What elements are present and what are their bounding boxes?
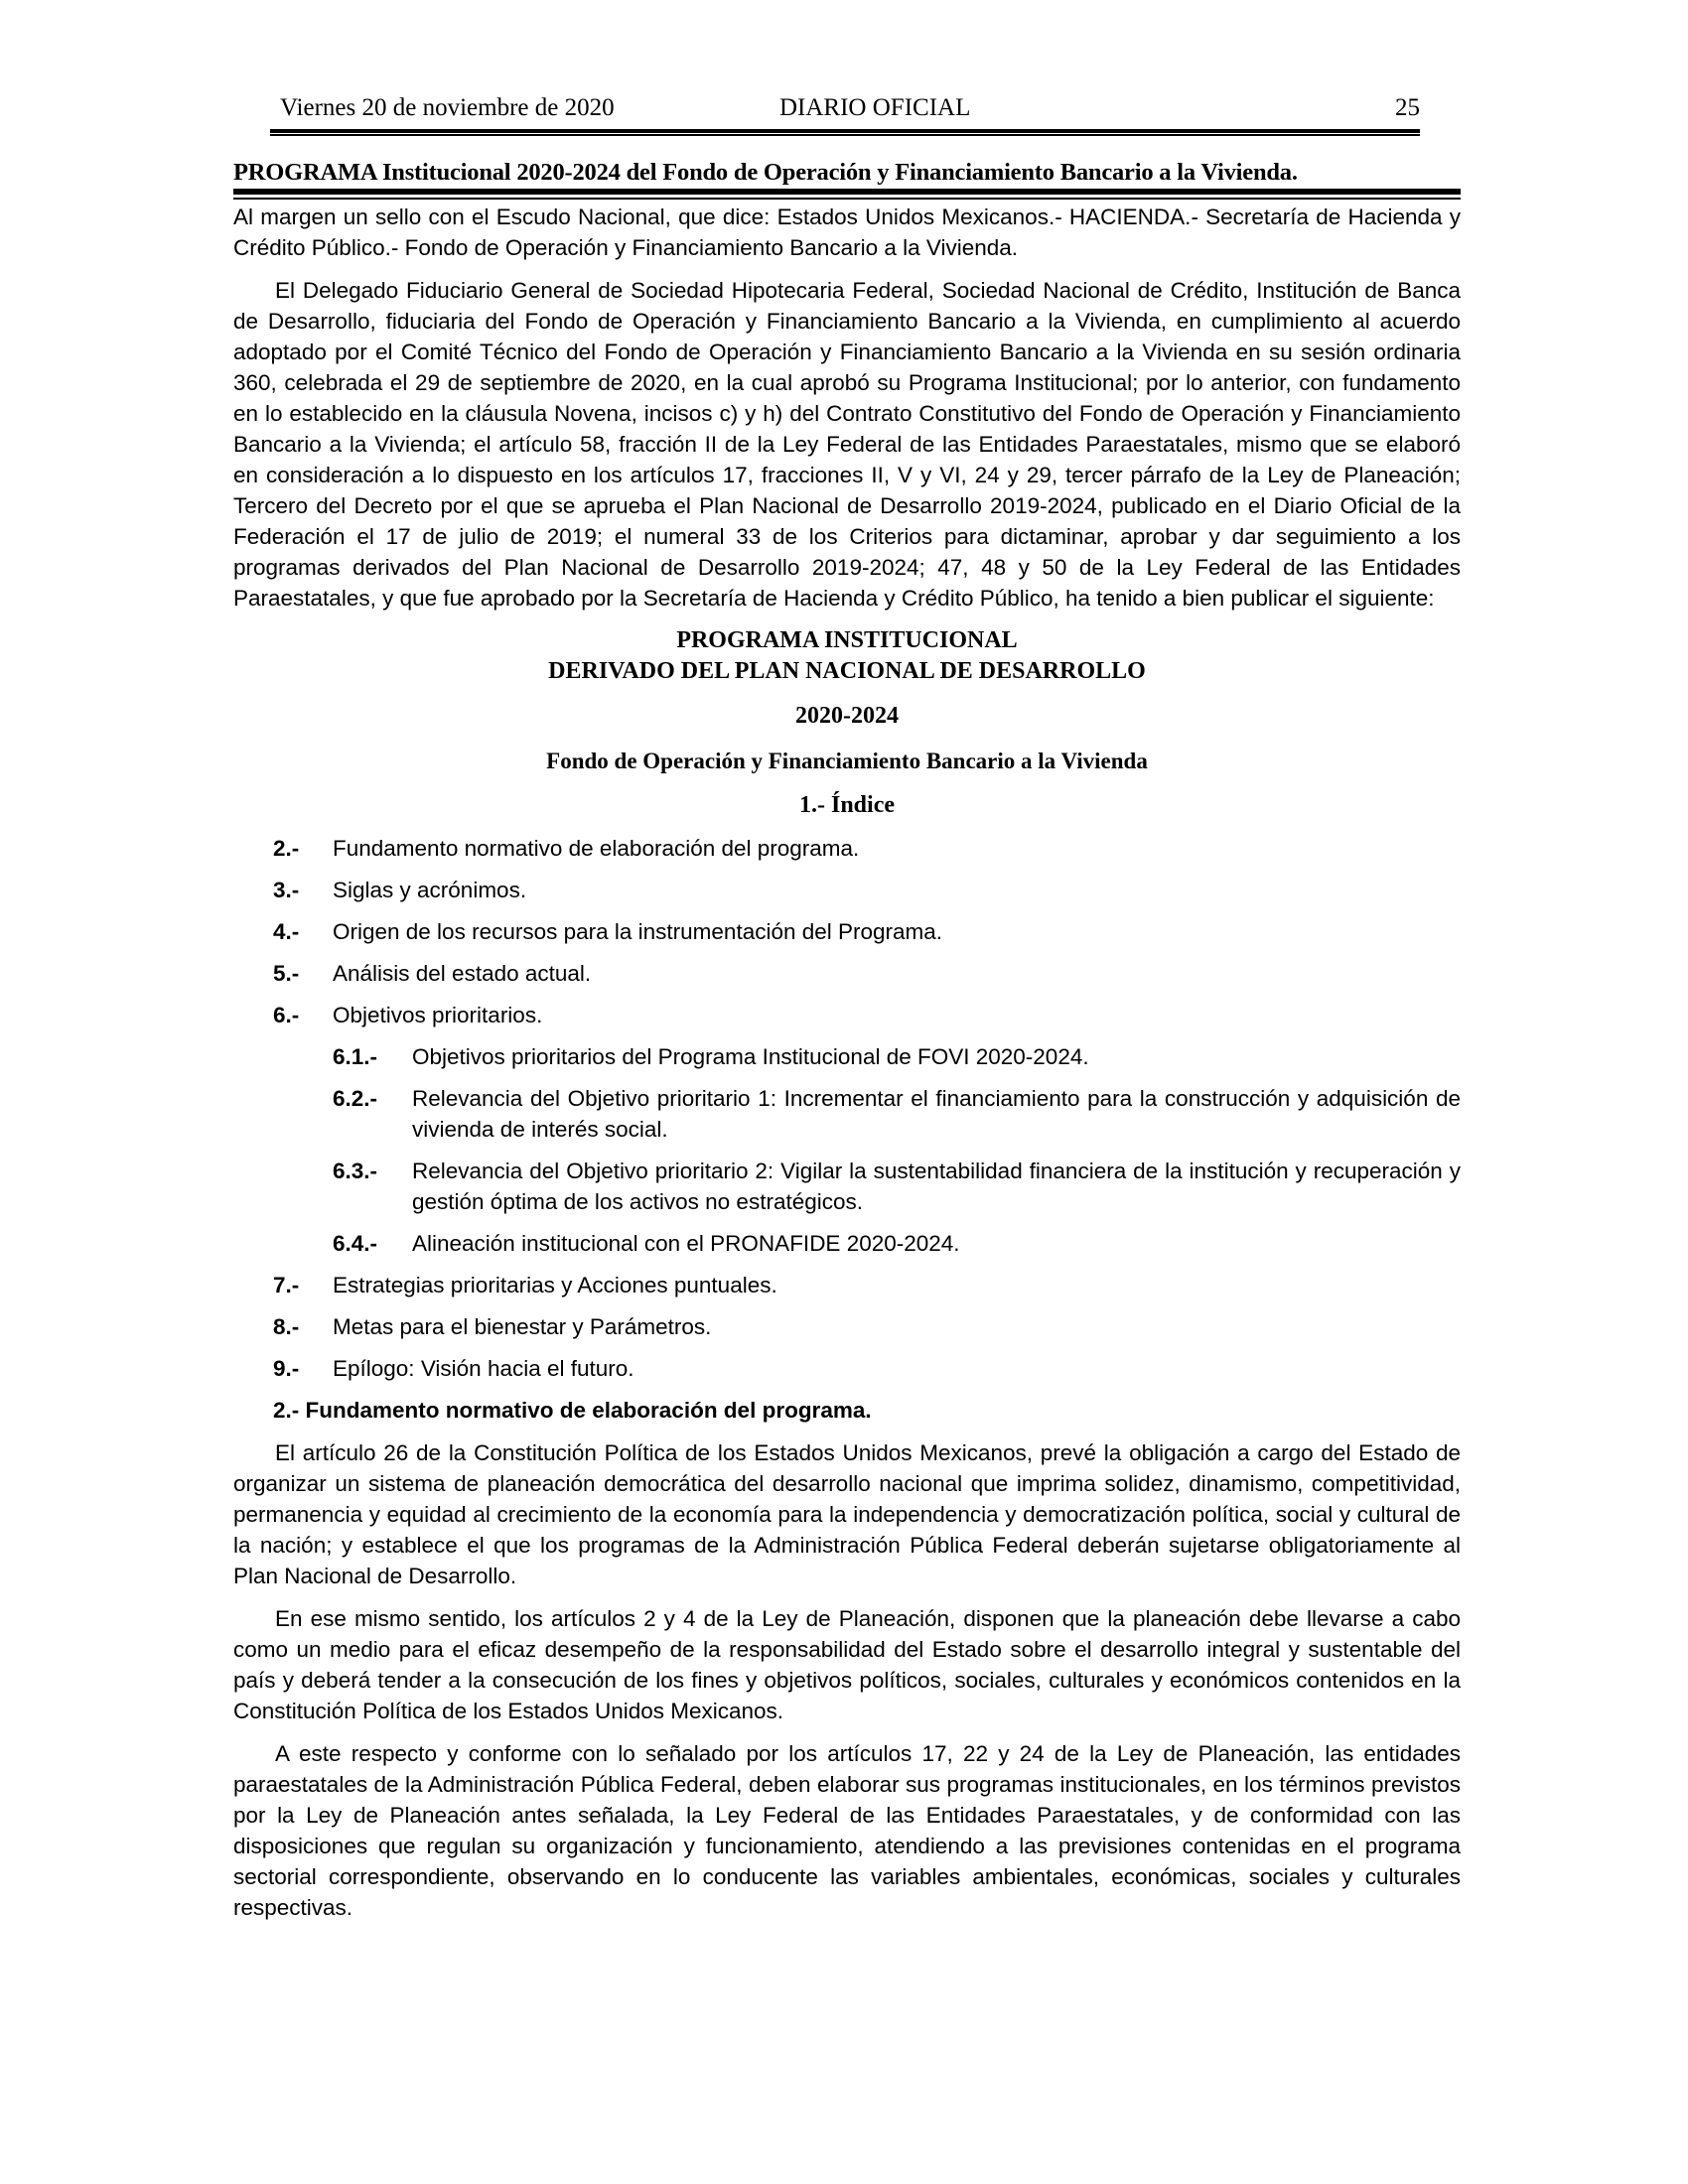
program-entity: Fondo de Operación y Financiamiento Bancario a la Vivienda xyxy=(546,749,1148,773)
toc-label: Relevancia del Objetivo prioritario 1: Incrementar el financiamiento para la construcción y adquisición de vivienda de interés social. xyxy=(412,1086,1461,1142)
table-of-contents xyxy=(233,833,1461,1384)
toc-number: 6.1.- xyxy=(333,1044,378,1069)
toc-label: Objetivos prioritarios del Programa Institucional de FOVI 2020-2024. xyxy=(412,1044,1089,1069)
toc-number: 6.3.- xyxy=(333,1159,378,1183)
program-heading-line2: DERIVADO DEL PLAN NACIONAL DE DESARROLLO xyxy=(548,658,1146,684)
toc-number: 9.- xyxy=(273,1356,300,1381)
toc-subitem xyxy=(233,1083,1461,1145)
toc-label: Fundamento normativo de elaboración del programa. xyxy=(333,836,860,861)
toc-item xyxy=(233,1000,1461,1030)
toc-item xyxy=(233,1270,1461,1300)
toc-item xyxy=(233,833,1461,864)
section-2-paragraph-1: El artículo 26 de la Constitución Política de los Estados Unidos Mexicanos, prevé la obligación a cargo del Estado de organizar un sistema de planeación democrática del desarrollo nacional que imprima solidez, dinamismo, competitividad, permanencia y equidad al crecimiento de la economía para la independencia y democratización política, social y cultural de la nación; y establece el que los programas de la Administración Pública Federal deberán sujetarse obligatoriamente al Plan Nacional de Desarrollo. xyxy=(233,1440,1461,1588)
toc-number: 7.- xyxy=(273,1273,300,1297)
intro-paragraph: El Delegado Fiduciario General de Sociedad Hipotecaria Federal, Sociedad Nacional de Crédito, Institución de Banca de Desarrollo, fiduciaria del Fondo de Operación y Financiamiento Bancario a la Vivienda, en cumplimiento al acuerdo adoptado por el Comité Técnico del Fondo de Operación y Financiamiento Bancario a la Vivienda en su sesión ordinaria 360, celebrada el 29 de septiembre de 2020, en la cual aprobó su Programa Institucional; por lo anterior, con fundamento en lo establecido en la cláusula Novena, incisos c) y h) del Contrato Constitutivo del Fondo de Operación y Financiamiento Bancario a la Vivienda; el artículo 58, fracción II de la Ley Federal de las Entidades Paraestatales, mismo que se elaboró en consideración a lo dispuesto en los artículos 17, fracciones II, V y VI, 24 y 29, tercer párrafo de la Ley de Planeación; Tercero del Decreto por el que se aprueba el Plan Nacional de Desarrollo 2019-2024, publicado en el Diario Oficial de la Federación el 17 de julio de 2019; el numeral 33 de los Criterios para dictaminar, aprobar y dar seguimiento a los programas derivados del Plan Nacional de Desarrollo 2019-2024; 47, 48 y 50 de la Ley Federal de las Entidades Paraestatales, y que fue aprobado por la Secretaría de Hacienda y Crédito Público, ha tenido a bien publicar el siguiente: xyxy=(233,278,1461,611)
toc-item xyxy=(233,1311,1461,1342)
publication-date: Viernes 20 de noviembre de 2020 xyxy=(280,94,615,121)
toc-number: 6.2.- xyxy=(333,1086,378,1111)
toc-number: 2.- xyxy=(273,836,300,861)
toc-subitem xyxy=(233,1156,1461,1217)
toc-number: 3.- xyxy=(273,878,300,902)
document-body xyxy=(233,202,1461,1935)
toc-subitem xyxy=(233,1041,1461,1072)
toc-label: Análisis del estado actual. xyxy=(333,961,592,986)
toc-item xyxy=(233,958,1461,989)
toc-item xyxy=(233,916,1461,947)
toc-label: Siglas y acrónimos. xyxy=(333,878,527,902)
toc-number: 6.4.- xyxy=(333,1231,378,1256)
toc-subitem xyxy=(233,1228,1461,1259)
page-number: 25 xyxy=(1395,94,1420,121)
toc-item xyxy=(233,1353,1461,1384)
section-2-paragraph-3: A este respecto y conforme con lo señalado por los artículos 17, 22 y 24 de la Ley de Planeación, las entidades paraestatales de la Administración Pública Federal, deben elaborar sus programas institucionales, en los términos previstos por la Ley de Planeación antes señalada, la Ley Federal de las Entidades Paraestatales, y de conformidad con las disposiciones que regulan su organización y funcionamiento, atendiendo a las previsiones contenidas en el programa sectorial correspondiente, observando en lo conducente las variables ambientales, económicas, sociales y culturales respectivas. xyxy=(233,1741,1461,1920)
toc-label: Alineación institucional con el PRONAFIDE 2020-2024. xyxy=(412,1231,960,1256)
toc-label: Epílogo: Visión hacia el futuro. xyxy=(333,1356,634,1381)
toc-number: 8.- xyxy=(273,1314,300,1339)
running-head xyxy=(268,94,1420,126)
document-title: PROGRAMA Institucional 2020-2024 del Fondo de Operación y Financiamiento Bancario a la Vivienda. xyxy=(233,159,1298,186)
toc-number: 4.- xyxy=(273,919,300,944)
program-years: 2020-2024 xyxy=(795,703,899,729)
toc-label: Metas para el bienestar y Parámetros. xyxy=(333,1314,712,1339)
toc-number: 5.- xyxy=(273,961,300,986)
toc-number: 6.- xyxy=(273,1003,300,1027)
toc-label: Objetivos prioritarios. xyxy=(333,1003,543,1027)
header-divider xyxy=(270,129,1420,136)
toc-item xyxy=(233,875,1461,905)
toc-label: Estrategias prioritarias y Acciones puntuales. xyxy=(333,1273,777,1297)
publication-name: DIARIO OFICIAL xyxy=(779,94,971,121)
index-title: 1.- Índice xyxy=(799,792,895,818)
title-divider xyxy=(233,189,1461,200)
section-2-heading: 2.- Fundamento normativo de elaboración del programa. xyxy=(273,1398,872,1423)
program-heading-line1: PROGRAMA INSTITUCIONAL xyxy=(676,627,1018,653)
toc-label: Origen de los recursos para la instrumentación del Programa. xyxy=(333,919,943,944)
section-2-paragraph-2: En ese mismo sentido, los artículos 2 y 4 de la Ley de Planeación, disponen que la planeación debe llevarse a cabo como un medio para el eficaz desempeño de la responsabilidad del Estado sobre el desarrollo integral y sustentable del país y deberá tender a la consecución de los fines y objetivos políticos, sociales, culturales y económicos contenidos en la Constitución Política de los Estados Unidos Mexicanos. xyxy=(233,1606,1461,1723)
toc-label: Relevancia del Objetivo prioritario 2: Vigilar la sustentabilidad financiera de la institución y recuperación y gestión óptima de los activos no estratégicos. xyxy=(412,1159,1461,1214)
seal-paragraph: Al margen un sello con el Escudo Nacional, que dice: Estados Unidos Mexicanos.- HACIENDA.- Secretaría de Hacienda y Crédito Público.- Fondo de Operación y Financiamiento Bancario a la Vivienda. xyxy=(233,205,1461,260)
